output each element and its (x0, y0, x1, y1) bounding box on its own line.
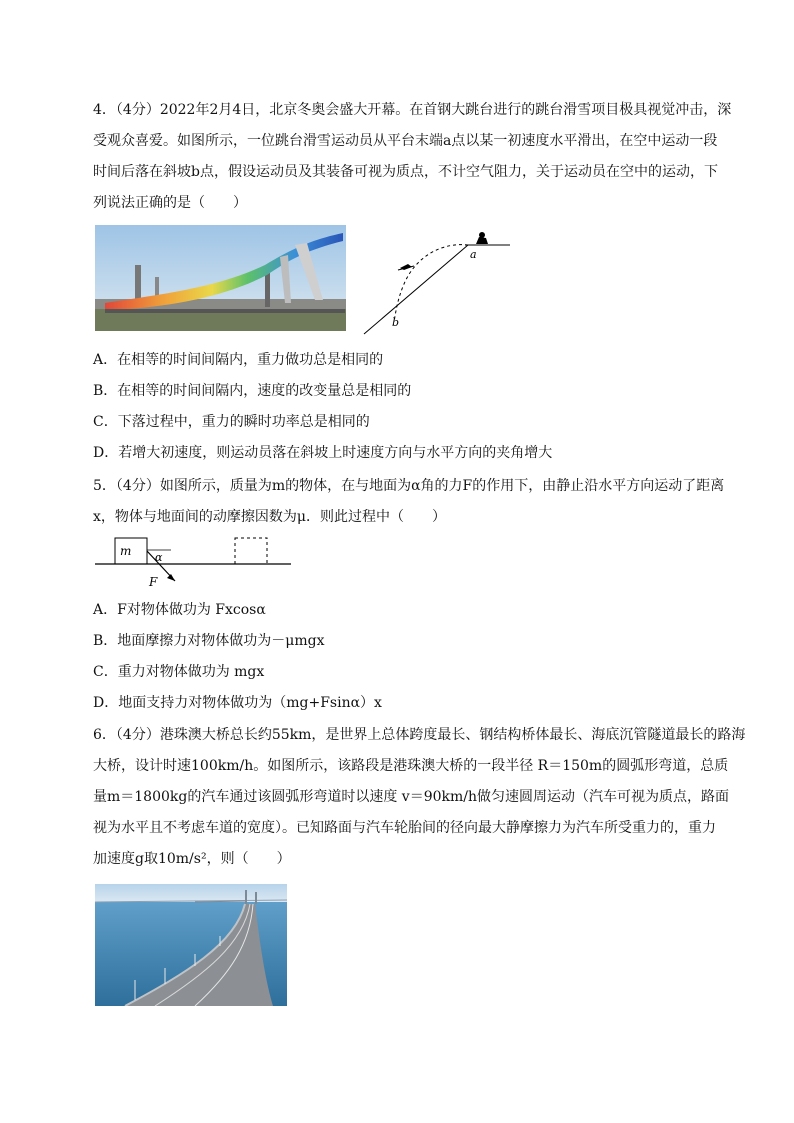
ski-jump-photo (95, 225, 346, 331)
q4-line-4: 列说法正确的是（ ） (93, 195, 247, 211)
q4-option-c: C．下落过程中，重力的瞬时功率总是相同的 (93, 414, 370, 430)
q4-line-3: 时间后落在斜坡b点，假设运动员及其装备可视为质点，不计空气阻力，关于运动员在空中的运动，下 (93, 164, 718, 180)
point-a-label: a (470, 248, 477, 261)
q5-option-b: B．地面摩擦力对物体做功为－μmgx (93, 633, 325, 649)
q6-line-5: 加速度g取10m/s²，则（ ） (93, 851, 291, 867)
point-b-label: b (392, 316, 400, 329)
force-label: F (149, 575, 158, 589)
q6-line-4: 视为水平且不考虑车道的宽度）。已知路面与汽车轮胎间的径向最大静摩擦力为汽车所受重力的，重力 (93, 820, 716, 836)
q5-line-1: 5．（4分）如图所示，质量为m的物体，在与地面为α角的力F的作用下，由静止沿水平方向运动了距离 (93, 478, 725, 494)
q5-line-2: x，物体与地面间的动摩擦因数为μ．则此过程中（ ） (93, 509, 446, 525)
mass-label: m (120, 544, 132, 558)
bridge-photo (95, 884, 287, 1006)
q6-line-2: 大桥，设计时速100km/h。如图所示，该路段是港珠澳大桥的一段半径 R＝150m的圆弧形弯道，总质 (93, 758, 729, 774)
q4-option-a: A．在相等的时间间隔内，重力做功总是相同的 (93, 352, 384, 368)
q5-option-d: D．地面支持力对物体做功为（mg+Fsinα）x (93, 695, 382, 711)
q5-option-c: C．重力对物体做功为 mgx (93, 664, 265, 680)
q4-line-1: 4．（4分）2022年2月4日，北京冬奥会盛大开幕。在首钢大跳台进行的跳台滑雪项目极具视觉冲击，深 (93, 102, 732, 118)
force-diagram (93, 534, 293, 590)
q4-option-b: B．在相等的时间间隔内，速度的改变量总是相同的 (93, 383, 412, 399)
ski-jump-diagram (360, 226, 520, 338)
q6-line-1: 6．（4分）港珠澳大桥总长约55km，是世界上总体跨度最长、钢结构桥体最长、海底沉管隧道最长的路海 (93, 727, 746, 743)
q5-option-a: A．F对物体做功为 Fxcosα (93, 602, 266, 618)
q4-option-d: D．若增大初速度，则运动员落在斜坡上时速度方向与水平方向的夹角增大 (93, 445, 553, 461)
q6-line-3: 量m＝1800kg的汽车通过该圆弧形弯道时以速度 v＝90km/h做匀速圆周运动（汽车可视为质点，路面 (93, 789, 730, 805)
q4-line-2: 受观众喜爱。如图所示，一位跳台滑雪运动员从平台末端a点以某一初速度水平滑出，在空中运动一段 (93, 133, 718, 149)
alpha-label: α (155, 551, 163, 564)
